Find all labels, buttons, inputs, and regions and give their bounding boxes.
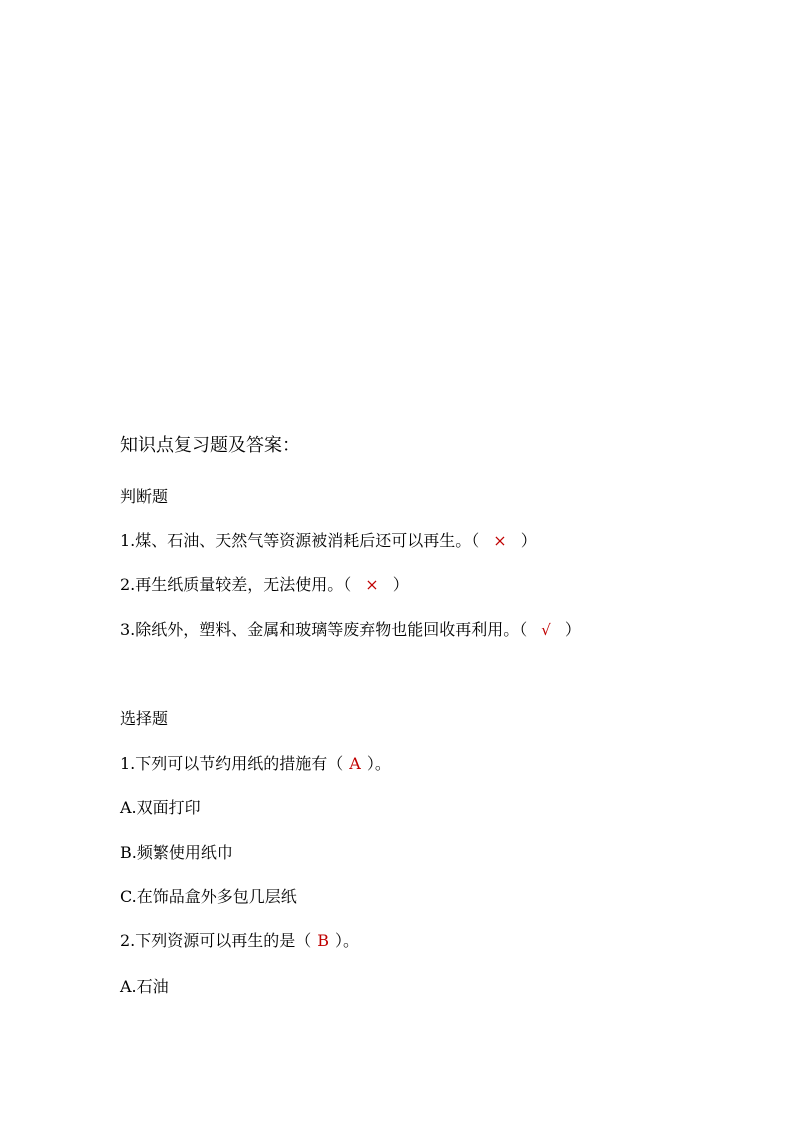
- tf-question-3: [120, 620, 581, 640]
- mc-question-1: [120, 754, 391, 774]
- tf-answer-3: √: [541, 621, 551, 639]
- tf-answer-1: ×: [493, 531, 507, 550]
- mc-question-1-option-b: B.频繁使用纸巾: [120, 843, 233, 862]
- tf-question-3-text: 3.除纸外，塑料、金属和玻璃等废弃物也能回收再利用。（: [120, 620, 528, 639]
- mc-question-2-text: 2.下列资源可以再生的是（: [120, 931, 312, 950]
- mc-question-1-option-a: A.双面打印: [120, 798, 201, 817]
- tf-answer-2: ×: [365, 575, 379, 594]
- tf-question-2-text: 2.再生纸质量较差，无法使用。（: [120, 575, 352, 594]
- mc-answer-2: B: [317, 931, 330, 950]
- tf-question-2-close: ）: [392, 575, 409, 594]
- mc-answer-1: A: [349, 754, 361, 773]
- mc-question-1-option-c: C.在饰品盒外多包几层纸: [120, 887, 297, 906]
- tf-question-1: [120, 531, 537, 551]
- mc-question-2: [120, 931, 359, 951]
- tf-section-heading: 判断题: [120, 487, 169, 506]
- tf-question-2: [120, 575, 409, 595]
- mc-section-heading: 选择题: [120, 709, 169, 728]
- tf-question-1-close: ）: [520, 531, 537, 550]
- tf-question-1-text: 1.煤、石油、天然气等资源被消耗后还可以再生。（: [120, 531, 480, 550]
- mc-question-2-close: ）。: [335, 931, 360, 950]
- tf-question-3-close: ）: [564, 620, 581, 639]
- document-title: 知识点复习题及答案：: [120, 435, 300, 456]
- mc-question-1-text: 1.下列可以节约用纸的措施有（: [120, 754, 344, 773]
- mc-question-1-close: ）。: [366, 754, 391, 773]
- mc-question-2-option-a: A.石油: [120, 977, 169, 996]
